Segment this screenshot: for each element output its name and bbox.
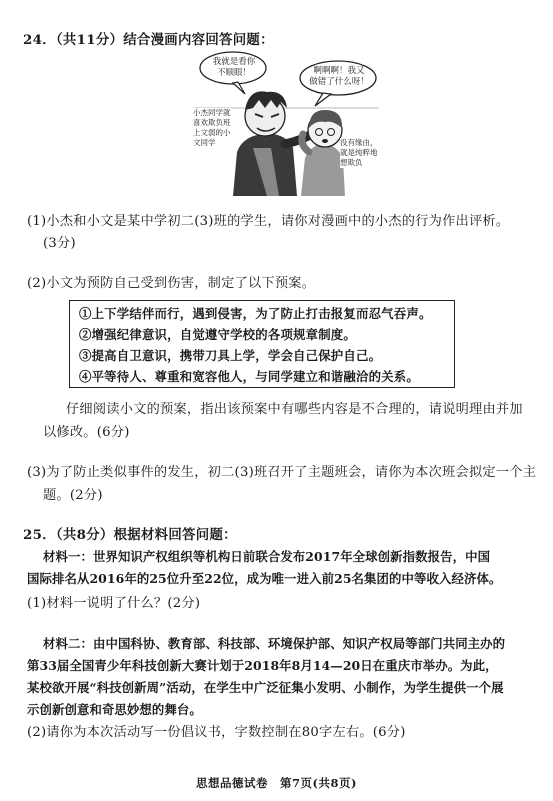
q24-sub3-line1: (3)为了防止类似事件的发生，初二(3)班召开了主题班会，请你为本次班会拟定一个主 bbox=[27, 465, 537, 480]
question-25-header: 25．（共8分）根据材料回答问题： bbox=[23, 527, 237, 543]
question-24-header: 24．（共11分）结合漫画内容回答问题： bbox=[23, 32, 274, 48]
plan-item-4: ④平等待人、尊重和宽容他人，与同学建立和谐融洽的关系。 bbox=[79, 369, 419, 384]
comic-caption-left: 小杰同学就 喜欢欺负班 上文弱的小 文同学 bbox=[193, 108, 231, 147]
q24-sub3-line2: 题。(2分) bbox=[43, 488, 103, 503]
material-2-line3: 某校欲开展“科技创新周”活动，在学生中广泛征集小发明、小制作，为学生提供一个展 bbox=[27, 680, 504, 695]
comic-illustration bbox=[193, 48, 379, 196]
material-2-line1: 材料二：由中国科协、教育部、科技部、环境保护部、知识产权局等部门共同主办的 bbox=[43, 636, 506, 651]
q25-sub1: (1)材料一说明了什么？(2分) bbox=[27, 596, 201, 611]
q24-sub2-question-line1: 仔细阅读小文的预案，指出该预案中有哪些内容是不合理的，请说明理由并加 bbox=[66, 402, 523, 417]
plan-item-2: ②增强纪律意识，自觉遵守学校的各项规章制度。 bbox=[79, 327, 356, 342]
material-1-line2: 国际排名从2016年的25位升至22位，成为唯一进入前25名集团的中等收入经济体。 bbox=[27, 571, 502, 586]
material-1-line1: 材料一：世界知识产权组织等机构日前联合发布2017年全球创新指数报告，中国 bbox=[43, 549, 491, 564]
page-footer: 思想品德试卷 第7页(共8页) bbox=[196, 776, 357, 790]
q24-sub1-line2: (3分) bbox=[43, 236, 76, 251]
q24-sub2-intro: (2)小文为预防自己受到伤害，制定了以下预案。 bbox=[27, 276, 316, 291]
material-2-line2: 第33届全国青少年科技创新大赛计划于2018年8月14—20日在重庆市举办。为此， bbox=[27, 658, 498, 673]
material-2-line4: 示创新创意和奇思妙想的舞台。 bbox=[27, 702, 202, 717]
comic-bubble-left: 我就是看你 不顺眼！ bbox=[212, 57, 256, 78]
comic-caption-right: 没有缘由， 就是纯粹地 想欺负 bbox=[340, 138, 378, 167]
plan-item-1: ①上下学结伴而行，遇到侵害，为了防止打击报复而忍气吞声。 bbox=[79, 306, 432, 321]
q24-sub2-question-line2: 以修改。(6分) bbox=[43, 425, 130, 440]
plan-box bbox=[69, 300, 455, 388]
comic-bubble-right: 啊啊啊！我又 做错了什么呀！ bbox=[309, 66, 369, 87]
plan-item-3: ③提高自卫意识，携带刀具上学，学会自己保护自己。 bbox=[79, 348, 382, 363]
q25-sub2: (2)请你为本次活动写一份倡议书，字数控制在80字左右。(6分) bbox=[27, 725, 406, 740]
q24-sub1-line1: (1)小杰和小文是某中学初二(3)班的学生，请你对漫画中的小杰的行为作出评析。 bbox=[27, 214, 510, 229]
